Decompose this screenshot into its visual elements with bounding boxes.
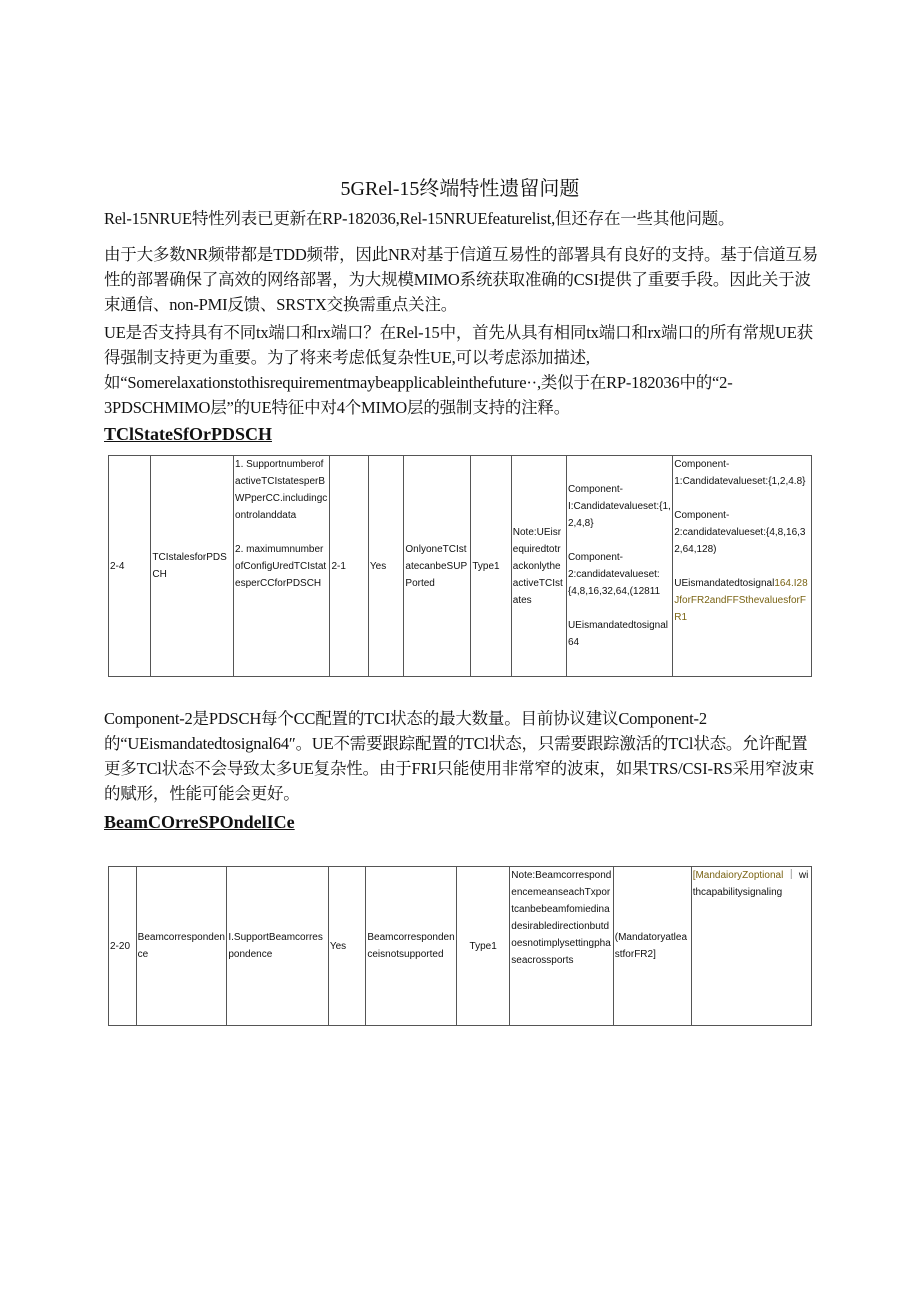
proposal-text: ｜ withcapabilitysignaling [692,870,809,898]
cell-note: Note:BeamcorrespondencemeanseachTxportcanbebeamfomiedinadesirabledirectionbutdoesnotimplysettingphaseacrossports [510,867,613,1026]
cell-candidate-values: Component- I:Candidatevalueset:{1,2,4,8} Component- 2:candidatevalueset:{4,8,16,32,64,(12811 UEismandatedtosignal64 [566,456,672,677]
section-heading-beam: BeamCOrreSPOndelICe [104,812,295,832]
cell-fallback: Beamcorrespondenceisnotsupported [366,867,457,1026]
component-2-paragraph: Component-2是PDSCH每个CC配置的TCI状态的最大数量。目前协议建议Component-2的“UEismandatedtosignal64″。UE不需要跟踪配置的TCl状态，只需要跟踪激活的TCl状态。允许配置更多TCl状态不会导致太多UE复杂性。由于FRI只能使用非常窄的波束，如果TRS/CSI-RS采用窄波束的赋形，性能可能会更好。 [104,709,815,803]
cell-prerequisite: 2-1 [330,456,368,677]
tx-rx-port-paragraph: UE是否支持具有不同tx端口和rx端口？在Rel-15中，首先从具有相同tx端口和rx端口的所有常规UE获得强制支持更为重要。为了将来考虑低复杂性UE,可以考虑添加描述,如“Somerelaxationstothisrequirementmaybeapplicableinthefuture··,类似于在RP-182036中的“2-3PDSCHMIMO层”的UE特征中对4个MIMO层的强制支持的注释。 [104,323,813,417]
proposal-highlight: 164.I28JforFR2andFFSthevaluesforFR1 [674,578,808,623]
reciprocity-paragraph: 由于大多数NR频带都是TDD频带，因此NR对基于信道互易性的部署具有良好的支持。基于信道互易性的部署确保了高效的网络部署，为大规模MIMO系统获取准确的CSI提供了重要手段。因此关于波束通信、non-PMI反馈、SRSTX交换需重点关注。 [104,245,819,314]
tci-states-table [108,455,812,677]
cell-need-gap: Yes [368,456,404,677]
cell-index: 2-4 [109,456,151,677]
cell-feature: Beamcorrespondence [136,867,227,1026]
section-heading-tci: TClStateSfOrPDSCH [104,424,272,444]
cell-mandatory: (MandatoryatleastforFR2] [613,867,691,1026]
cell-type: Type1 [471,456,511,677]
proposal-highlight: [MandaioryZoptional [692,870,784,881]
cell-fallback: OnlyoneTCIstatecanbeSUPPorted [404,456,471,677]
cell-need-gap: Yes [328,867,366,1026]
table-row [109,867,812,1026]
table-row [109,456,812,677]
cell-components: 1. SupportnumberofactiveTCIstatesperBWPperCC.includingcontrolanddata 2. maximumnumberofConfigUredTCIstatesperCCforPDSCH [234,456,330,677]
cell-feature: TCIstalesforPDSCH [151,456,234,677]
proposal-text: Component- 1:Candidatevalueset:{1,2,4.8} Component- 2:candidatevalueset:{4,8,16,32,64,128) UEismandatedtosignal [674,459,806,589]
cell-type: Type1 [457,867,510,1026]
cell-components: I.SupportBeamcorrespondence [227,867,329,1026]
cell-proposal [691,867,811,1026]
cell-index: 2-20 [109,867,137,1026]
intro-paragraph: Rel-15NRUE特性列表已更新在RP-182036,Rel-15NRUEfeaturelist,但还存在一些其他问题。 [104,209,735,228]
cell-note: Note:UEisrequiredtotrackonlytheactiveTCIstates [511,456,566,677]
beam-correspondence-table [108,866,812,1026]
page-title: 5GRel-15终端特性遗留问题 [340,178,580,200]
cell-proposal [673,456,812,677]
